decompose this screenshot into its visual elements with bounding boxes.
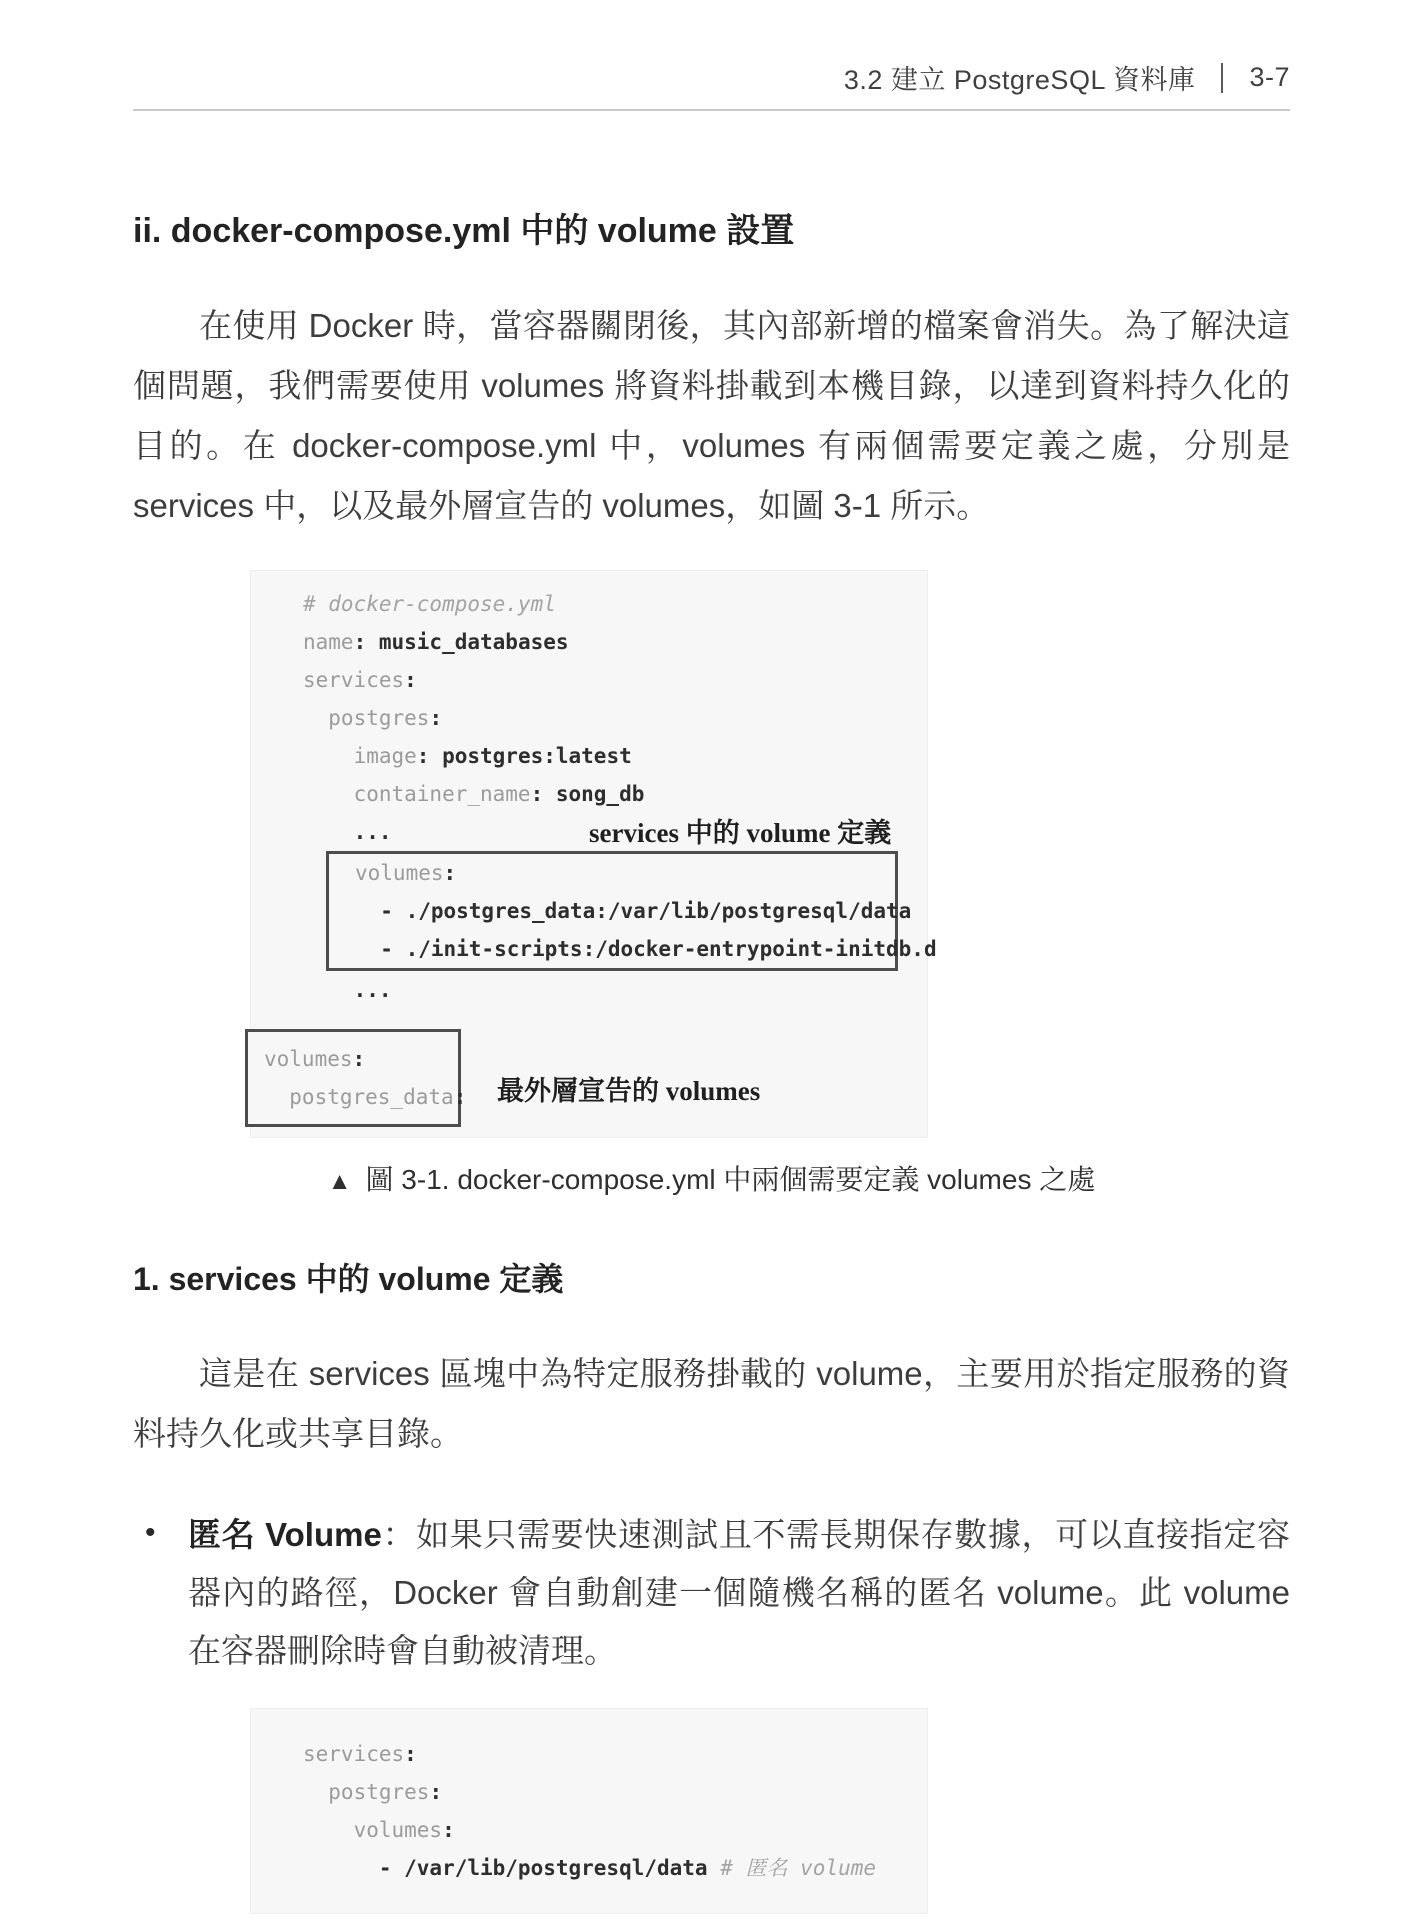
- page-content: [133, 0, 1290, 1914]
- code-segment: :: [443, 861, 457, 885]
- caption-triangle-icon: ▲: [327, 1168, 352, 1195]
- code-segment: name: [303, 630, 354, 654]
- services-volume-annotation: services 中的 volume 定義: [589, 818, 892, 848]
- anonymous-volume-code-block: [250, 1708, 928, 1914]
- figure-caption-text: 圖 3-1. docker-compose.yml 中兩個需要定義 volumes 之處: [365, 1164, 1096, 1195]
- code-line: [303, 971, 927, 1009]
- code-segment: container_name: [303, 782, 531, 806]
- subsection-paragraph: 這是在 services 區塊中為特定服務掛載的 volume，主要用於指定服務的資料持久化或共享目錄。: [133, 1355, 1290, 1452]
- top-level-volume-box: [245, 1029, 467, 1127]
- code-segment: : song_db: [530, 782, 645, 806]
- bullet-term: 匿名 Volume: [188, 1516, 382, 1553]
- code-segment: - /var/lib/postgresql/data: [303, 1856, 721, 1880]
- code-segment: ...: [303, 978, 392, 1002]
- code-line: [303, 1773, 927, 1811]
- code-segment: ...: [303, 820, 392, 844]
- code-segment: - ./postgres_data:/var/lib/postgresql/data: [355, 899, 912, 923]
- bullet-item: [133, 1506, 1290, 1680]
- services-volume-box: [326, 851, 937, 971]
- code-line: [303, 699, 927, 737]
- code-segment: : music_databases: [353, 630, 569, 654]
- code-line: [303, 1735, 927, 1773]
- code-line: [355, 892, 912, 930]
- code-line: [355, 854, 895, 892]
- code-line: [303, 623, 927, 661]
- code-segment: :: [429, 1780, 443, 1804]
- code-segment: :: [352, 1047, 366, 1071]
- code-segment: services: [303, 1742, 405, 1766]
- code-line: [303, 661, 927, 699]
- bullet-icon: •: [145, 1516, 156, 1549]
- code-segment: # 匿名 volume: [720, 1856, 877, 1880]
- running-header: [133, 0, 1290, 97]
- code-segment: :: [442, 1818, 455, 1842]
- subsection-heading: 1. services 中的 volume 定義: [133, 1261, 564, 1297]
- code-line: [264, 1040, 458, 1078]
- code-segment: : postgres:latest: [416, 744, 632, 768]
- code-segment: postgres_data: [264, 1085, 454, 1109]
- code-segment: :: [429, 706, 443, 730]
- anonymous-volume-code-lines: [251, 1735, 927, 1887]
- figure-code-block: [250, 570, 937, 1138]
- code-segment: postgres: [303, 1780, 430, 1804]
- chapter-title: 3.2 建立 PostgreSQL 資料庫: [843, 65, 1196, 95]
- code-line: [303, 1811, 927, 1849]
- code-segment: - ./init-scripts:/docker-entrypoint-initdb.d: [355, 937, 937, 961]
- code-after-box-lines: [251, 971, 927, 1009]
- code-segment: :: [453, 1085, 467, 1109]
- header-divider: [1221, 63, 1223, 93]
- code-segment: volumes: [303, 1818, 443, 1842]
- code-line: [303, 585, 927, 623]
- code-segment: :: [404, 668, 417, 692]
- page-number: 3-7: [1249, 62, 1290, 92]
- top-level-volume-annotation: 最外層宣告的 volumes: [497, 1076, 761, 1106]
- intro-paragraph: 在使用 Docker 時，當容器關閉後，其內部新增的檔案會消失。為了解決這個問題，我們需要使用 volumes 將資料掛載到本機目錄，以達到資料持久化的目的。在 docker-compose.yml 中，volumes 有兩個需要定義之處，分別是 services 中，以及最外層宣告的 volumes，如圖 3-1 所示。: [133, 307, 1290, 524]
- section-heading: ii. docker-compose.yml 中的 volume 設置: [133, 212, 795, 250]
- code-line: [303, 737, 927, 775]
- code-segment: # docker-compose.yml: [303, 592, 556, 616]
- code-segment: volumes: [264, 1047, 353, 1071]
- code-line: [355, 930, 937, 968]
- code-segment: volumes: [355, 861, 444, 885]
- bullet-text: ：如果只需要快速測試且不需長期保存數據，可以直接指定容器內的路徑，Docker 會自動創建一個隨機名稱的匿名 volume。此 volume 在容器刪除時會自動被清理。: [188, 1516, 1290, 1669]
- code-line: [264, 1078, 467, 1116]
- figure-caption: [133, 1158, 1290, 1198]
- code-line: [303, 1849, 927, 1887]
- code-segment: services: [303, 668, 405, 692]
- code-segment: postgres: [303, 706, 430, 730]
- code-line: [303, 775, 927, 813]
- code-segment: image: [303, 744, 417, 768]
- code-segment: :: [404, 1742, 417, 1766]
- header-rule: [133, 109, 1290, 111]
